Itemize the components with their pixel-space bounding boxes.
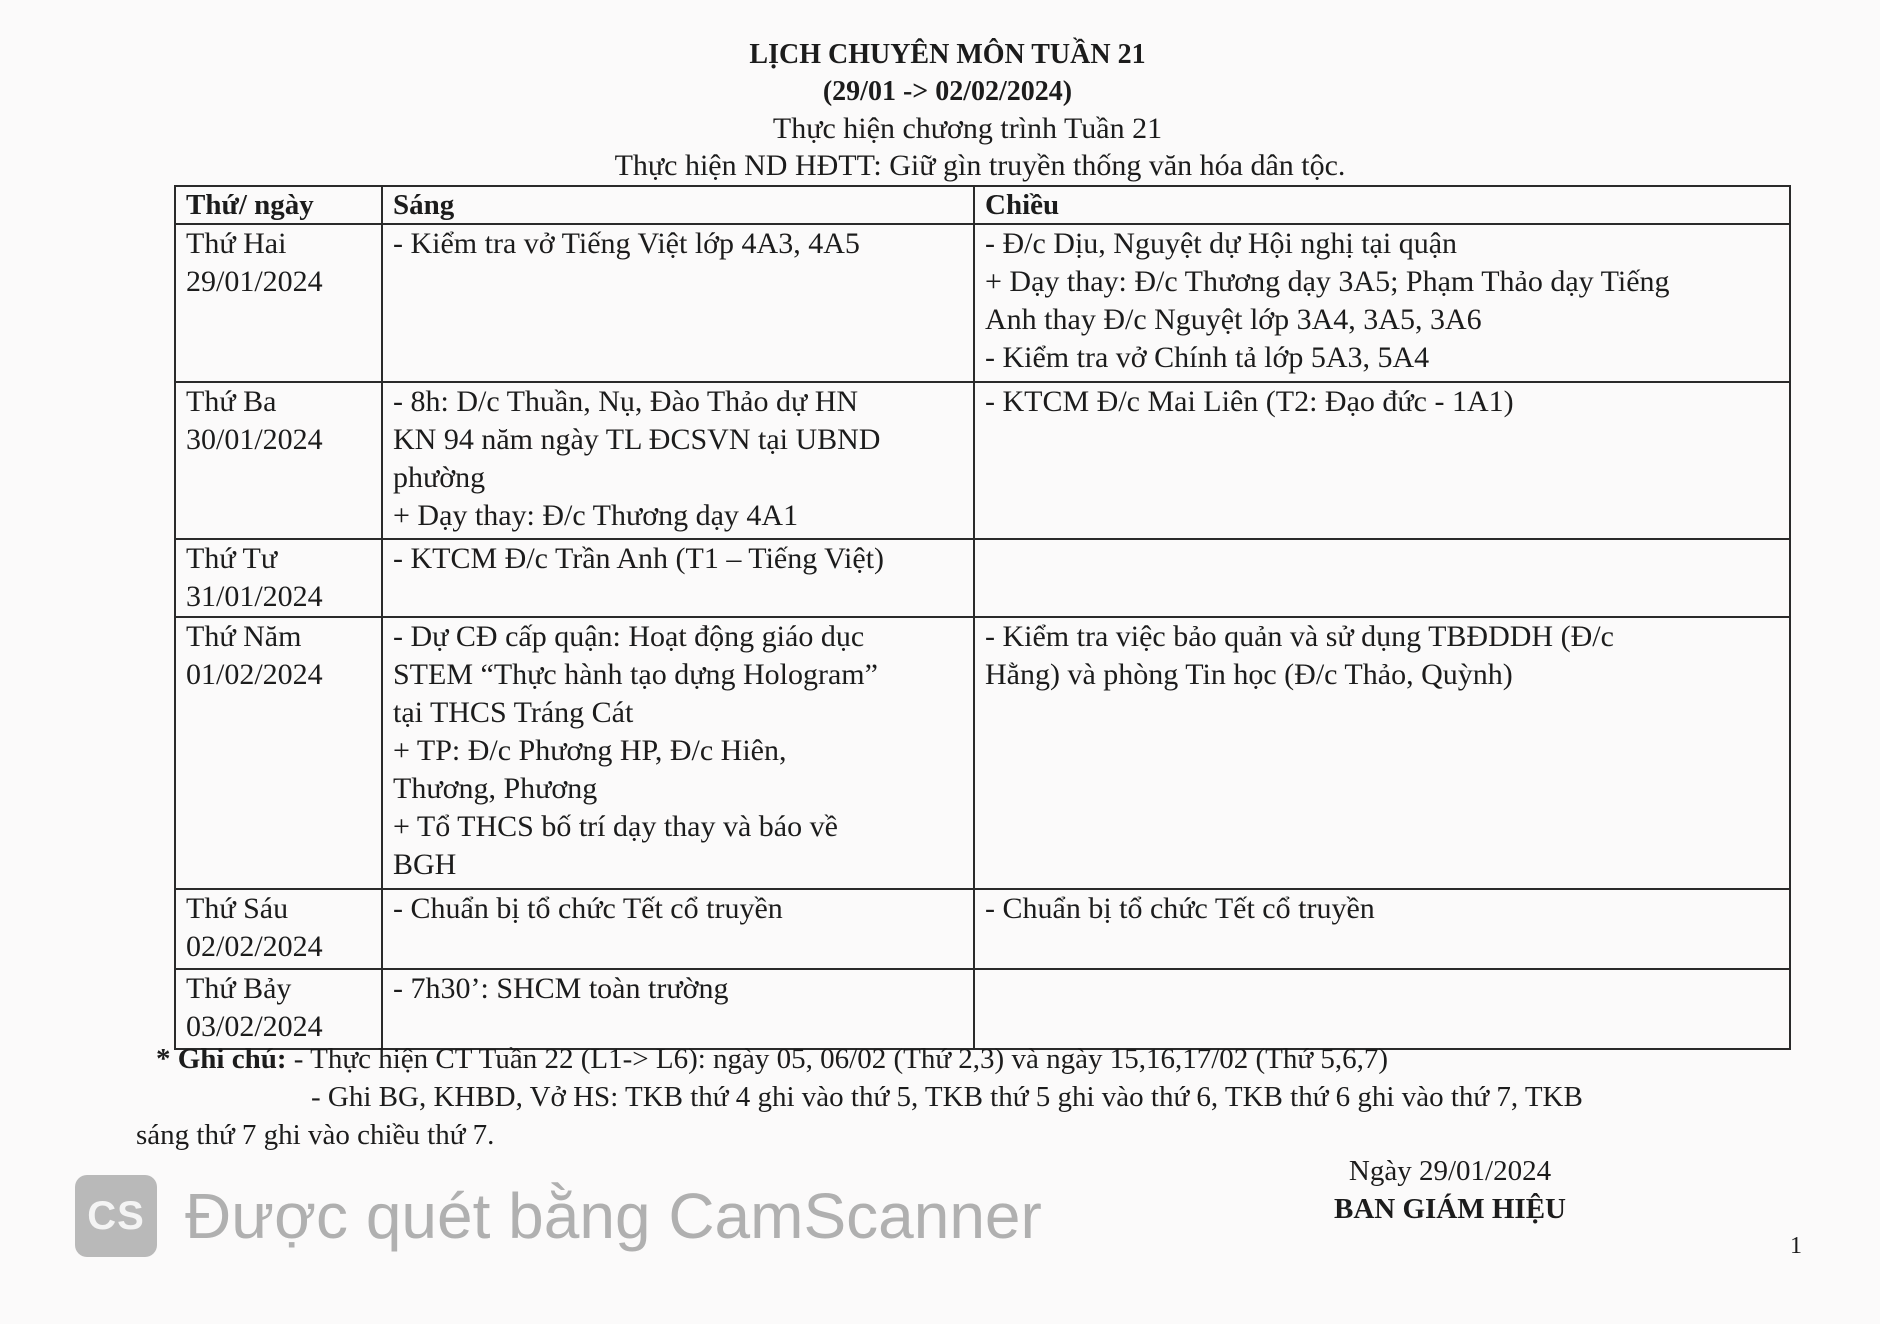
table-row <box>175 617 1790 889</box>
cell-text-line: + TP: Đ/c Phương HP, Đ/c Hiên, <box>393 734 787 767</box>
day-date: 31/01/2024 <box>186 580 323 613</box>
schedule-table <box>174 185 1791 1050</box>
note-line-1 <box>136 1040 1816 1078</box>
afternoon-cell <box>974 617 1790 889</box>
day-date: 03/02/2024 <box>186 1010 323 1043</box>
cell-text-line: STEM “Thực hành tạo dựng Hologram” <box>393 658 878 691</box>
cell-text-line: - Kiểm tra việc bảo quản và sử dụng TBĐDDH (Đ/c <box>985 620 1614 653</box>
cell-text-line: tại THCS Tráng Cát <box>393 696 634 729</box>
notes-section <box>136 1040 1816 1154</box>
signature-date: Ngày 29/01/2024 <box>1348 1155 1552 1187</box>
watermark-text: Được quét bằng CamScanner <box>185 1180 1042 1252</box>
morning-cell <box>382 382 974 539</box>
cell-text-line: - Chuẩn bị tổ chức Tết cổ truyền <box>985 892 1375 925</box>
signature-title: BAN GIÁM HIỆU <box>1333 1193 1566 1225</box>
day-date: 30/01/2024 <box>186 423 323 456</box>
day-date: 02/02/2024 <box>186 930 323 963</box>
document-title: LỊCH CHUYÊN MÔN TUẦN 21 <box>749 39 1146 70</box>
cell-text-line: - Dự CĐ cấp quận: Hoạt động giáo dục <box>393 620 865 653</box>
cell-text-line: Anh thay Đ/c Nguyệt lớp 3A4, 3A5, 3A6 <box>985 303 1482 336</box>
subtitle-program: Thực hiện chương trình Tuần 21 <box>772 112 1163 145</box>
header-day: Thứ/ ngày <box>175 186 382 224</box>
cell-text-line: KN 94 năm ngày TL ĐCSVN tại UBND <box>393 423 881 456</box>
day-cell <box>175 889 382 969</box>
day-date: 29/01/2024 <box>186 265 323 298</box>
cell-text-line: - 7h30’: SHCM toàn trường <box>393 972 729 1005</box>
afternoon-cell <box>974 382 1790 539</box>
note-line-3: sáng thứ 7 ghi vào chiều thứ 7. <box>136 1119 495 1151</box>
day-cell <box>175 969 382 1049</box>
table-row <box>175 889 1790 969</box>
cell-text-line: BGH <box>393 848 457 881</box>
day-cell <box>175 617 382 889</box>
cell-text-line: - Kiểm tra vở Tiếng Việt lớp 4A3, 4A5 <box>393 227 860 260</box>
cell-text-line: - KTCM Đ/c Trần Anh (T1 – Tiếng Việt) <box>393 542 885 575</box>
signature-block <box>1300 1152 1600 1228</box>
cell-text-line: Hằng) và phòng Tin học (Đ/c Thảo, Quỳnh) <box>985 658 1513 691</box>
morning-cell <box>382 889 974 969</box>
cell-text-line: - Kiểm tra vở Chính tả lớp 5A3, 5A4 <box>985 341 1430 374</box>
table-header-row <box>175 186 1790 224</box>
note-label: * Ghi chú: <box>156 1043 287 1075</box>
afternoon-cell <box>974 224 1790 382</box>
afternoon-cell <box>974 539 1790 617</box>
cell-text-line: - Đ/c Dịu, Nguyệt dự Hội nghị tại quận <box>985 227 1458 260</box>
cell-text-line: Thương, Phương <box>393 772 598 805</box>
cell-text-line: - 8h: D/c Thuần, Nụ, Đào Thảo dự HN <box>393 385 859 418</box>
date-range: (29/01 -> 02/02/2024) <box>822 76 1073 107</box>
note-text-1: - Thực hiện CT Tuần 22 (L1-> L6): ngày 05, 06/02 (Thứ 2,3) và ngày 15,16,17/02 (Thứ 5,6,7) <box>286 1043 1389 1075</box>
header-morning: Sáng <box>382 186 974 224</box>
camscanner-watermark <box>75 1175 1042 1257</box>
morning-cell <box>382 969 974 1049</box>
day-date: 01/02/2024 <box>186 658 323 691</box>
subtitle-activity: Thực hiện ND HĐTT: Giữ gìn truyền thống văn hóa dân tộc. <box>614 149 1346 182</box>
table-row <box>175 382 1790 539</box>
afternoon-cell <box>974 889 1790 969</box>
day-name: Thứ Sáu <box>186 892 289 925</box>
page-number: 1 <box>1790 1233 1802 1259</box>
afternoon-cell <box>974 969 1790 1049</box>
day-cell <box>175 382 382 539</box>
day-name: Thứ Năm <box>186 620 302 653</box>
table-row <box>175 969 1790 1049</box>
day-name: Thứ Tư <box>186 542 278 575</box>
cell-text-line: + Dạy thay: Đ/c Thương dạy 4A1 <box>393 499 799 532</box>
cell-text-line: + Tổ THCS bố trí dạy thay và báo về <box>393 810 838 843</box>
day-name: Thứ Hai <box>186 227 287 260</box>
cell-text-line: - Chuẩn bị tổ chức Tết cổ truyền <box>393 892 783 925</box>
cell-text-line: - KTCM Đ/c Mai Liên (T2: Đạo đức - 1A1) <box>985 385 1514 418</box>
day-cell <box>175 539 382 617</box>
morning-cell <box>382 539 974 617</box>
camscanner-logo-icon: CS <box>75 1175 157 1257</box>
note-line-2: - Ghi BG, KHBD, Vở HS: TKB thứ 4 ghi vào thứ 5, TKB thứ 5 ghi vào thứ 6, TKB thứ 6 ghi vào thứ 7, TKB <box>311 1081 1583 1113</box>
header-afternoon: Chiều <box>974 186 1790 224</box>
cell-text-line: + Dạy thay: Đ/c Thương dạy 3A5; Phạm Thảo dạy Tiếng <box>985 265 1670 298</box>
table-row <box>175 224 1790 382</box>
morning-cell <box>382 617 974 889</box>
day-name: Thứ Ba <box>186 385 277 418</box>
day-cell <box>175 224 382 382</box>
cell-text-line: phường <box>393 461 486 494</box>
table-row <box>175 539 1790 617</box>
document-header <box>0 36 1880 184</box>
morning-cell <box>382 224 974 382</box>
day-name: Thứ Bảy <box>186 972 292 1005</box>
